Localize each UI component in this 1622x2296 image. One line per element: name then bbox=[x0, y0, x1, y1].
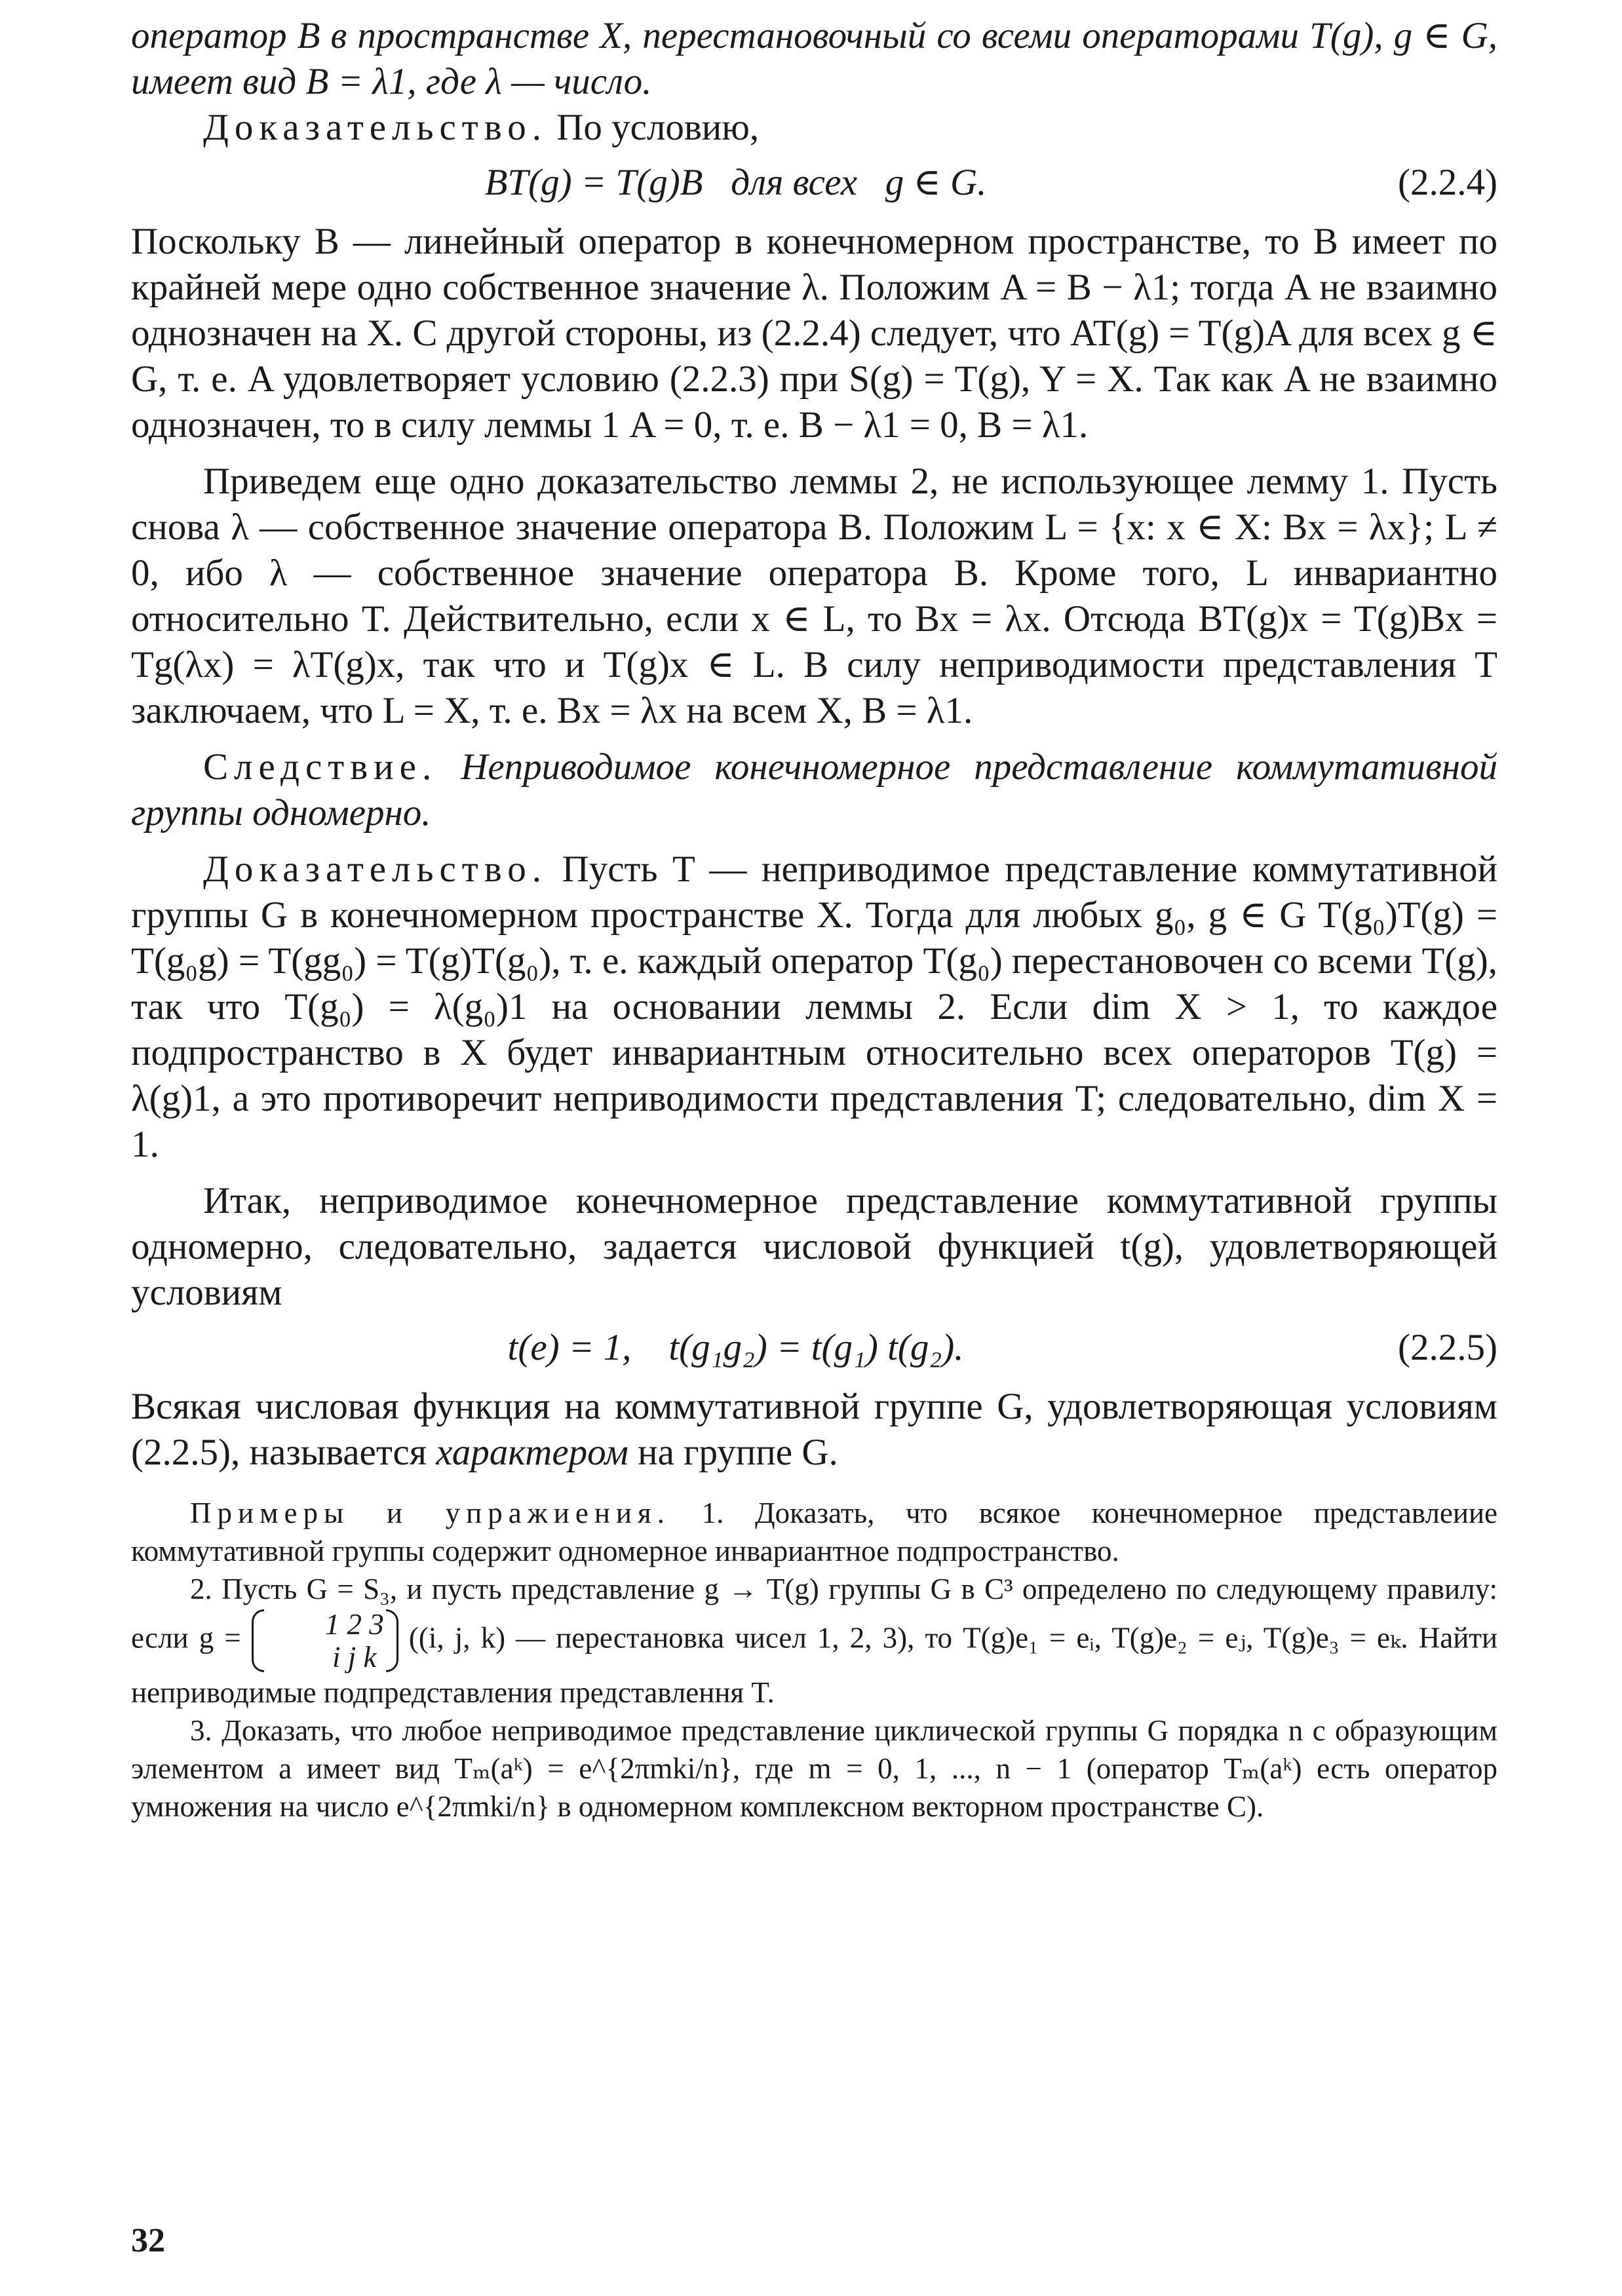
permutation-matrix bbox=[252, 1608, 398, 1674]
equation-2-2-5-formula: t(e) = 1, t(g₁g₂) = t(g₁) t(g₂). bbox=[507, 1327, 964, 1368]
corollary bbox=[131, 744, 1497, 836]
exercises-label: Примеры и упражиения. bbox=[190, 1497, 670, 1529]
theorem-end: оператор B в пространстве X, перестановочный со всеми операторами T(g), g ∈ G, имеет вид B = λ1, где λ — число. bbox=[131, 15, 1497, 102]
exercises-section bbox=[131, 1494, 1497, 1826]
proof-1-intro bbox=[131, 105, 1497, 151]
proof-2-text: Пусть T — неприводимое представление коммутативной группы G в конечномерном пространстве X. Тогда для любых g₀, g ∈ G T(g₀)T(g) = T(g₀g) = T(gg₀) = T(g)T(g₀), т. е. каждый оператор T(g₀) перестановочен со всеми T(g), так что T(g₀) = λ(g₀)1 на основании леммы 2. Если dim X > 1, то каждое подпространство в X будет инвариантным относительно всех операторов T(g) = λ(g)1, а это противоречит неприводимости представления T; следовательно, dim X = 1. bbox=[131, 849, 1498, 1165]
equation-2-2-4-formula: BT(g) = T(g)B для всех g ∈ G. bbox=[484, 162, 987, 203]
page-number: 32 bbox=[131, 2222, 165, 2259]
permutation-top-row: 1 2 3 bbox=[324, 1608, 384, 1641]
exercise-3: 3. Доказать, что любое неприводимое представление циклической группы G порядка n с образующим элементом a имеет вид Tₘ(aᵏ) = e^{2πmki/n}, где m = 0, 1, ..., n − 1 (оператор Tₘ(aᵏ) есть оператор умножения на число e^{2πmki/n} в одномерном комплексном векторном пространстве C). bbox=[131, 1714, 1497, 1823]
corollary-text: Неприводимое конечномерное представление коммутативной группы одномерно. bbox=[131, 746, 1497, 833]
equation-2-2-5 bbox=[131, 1325, 1497, 1371]
equation-2-2-5-number: (2.2.5) bbox=[1398, 1327, 1497, 1368]
paragraph-character-definition: Всякая числовая функция на коммутативной группе G, удовлетворяющая условиям (2.2.5), называется характером на группе G. bbox=[131, 1386, 1497, 1473]
equation-2-2-4 bbox=[131, 160, 1497, 206]
proof-2 bbox=[131, 847, 1497, 1168]
term-character: характером bbox=[436, 1432, 628, 1473]
permutation-bottom-row: i j k bbox=[332, 1641, 377, 1674]
equation-2-2-4-number: (2.2.4) bbox=[1398, 162, 1497, 203]
corollary-label: Следствие. bbox=[203, 746, 438, 788]
paragraph-eigenvalue: Поскольку B — линейный оператор в конечномерном пространстве, то B имеет по крайней мере одно собственное значение λ. Положим A = B − λ1; тогда A не взаимно однозначен на X. С другой стороны, из (2.2.4) следует, что AT(g) = T(g)A для всех g ∈ G, т. е. A удовлетворяет условию (2.2.3) при S(g) = T(g), Y = X. Так как A не взаимно однозначен, то в силу леммы 1 A = 0, т. е. B − λ1 = 0, B = λ1. bbox=[131, 221, 1497, 446]
paragraph-alt-proof: Приведем еще одно доказательство леммы 2, не использующее лемму 1. Пусть снова λ — собственное значение оператора B. Положим L = {x: x ∈ X: Bx = λx}; L ≠ 0, ибо λ — собственное значение оператора B. Кроме того, L инвариантно относительно T. Действительно, если x ∈ L, то Bx = λx. Отсюда BT(g)x = T(g)Bx = Tg(λx) = λT(g)x, так что и T(g)x ∈ L. В силу неприводимости представления T заключаем, что L = X, т. е. Bx = λx на всем X, B = λ1. bbox=[131, 461, 1497, 731]
proof-2-label: Доказательство. bbox=[203, 849, 547, 890]
exercise-2: 2. Пусть G = S₃, и пусть представление g → T(g) группы G в C³ определено по следующему правилу: если g = 1 2 3 i j k ((i, j, k) — перестановка чисел 1, 2, 3), то T(g)e₁ = eᵢ, T(g)e₂ = eⱼ, T(g)e₃ = eₖ. Найти неприводимые подпредставления представлення T. bbox=[131, 1573, 1498, 1709]
paragraph-character-intro: Итак, неприводимое конечномерное представление коммутативной группы одномерно, следовательно, задается числовой функцией t(g), удовлетворяющей условиям bbox=[131, 1180, 1497, 1313]
proof-1-label: Доказательство. bbox=[203, 107, 547, 148]
proof-1-text: По условию, bbox=[556, 107, 760, 148]
exercise-1: Примеры и упражиения. 1. Доказать, что всякое конечномерное представлеиие коммутативной группы содержит одномерное инвариантное подпространство. bbox=[131, 1497, 1497, 1567]
